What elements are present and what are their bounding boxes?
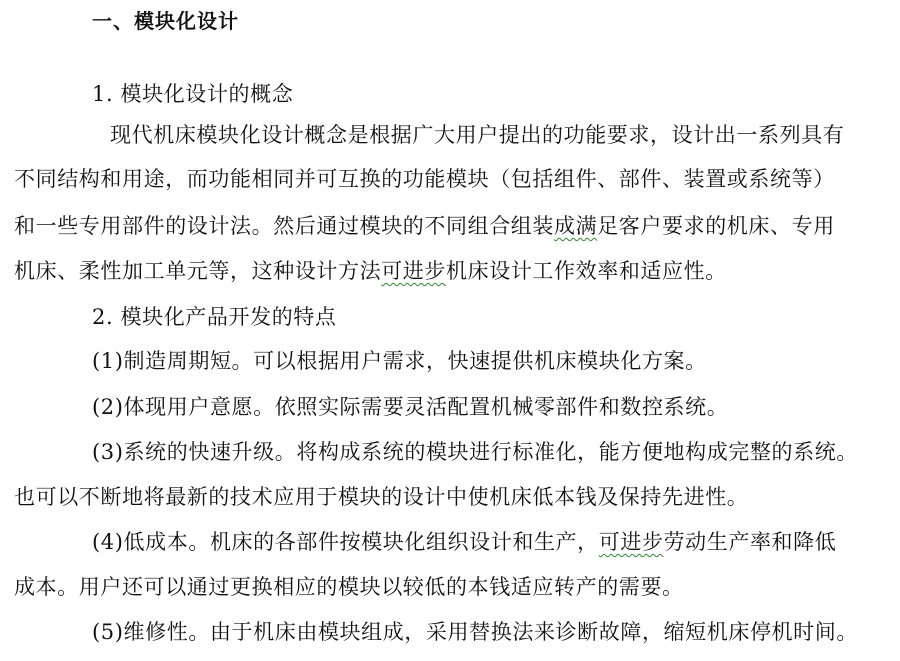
paragraph-line-4	[14, 256, 727, 286]
grammar-flagged-text: 可进步	[598, 530, 664, 554]
paragraph-line-2: 不同结构和用途，而功能相同并可互换的功能模块（包括组件、部件、装置或系统等）	[14, 167, 835, 191]
feature-item-5: (5)维修性。由于机床由模块组成，采用替换法来诊断故障，缩短机床停机时间。	[92, 620, 858, 644]
feature-item-3-line-2: 也可以不断地将最新的技术应用于模块的设计中使机床低本钱及保持先进性。	[14, 485, 749, 509]
paragraph-text: 和一些专用部件的设计法。然后通过模块的不同组合组装	[14, 214, 554, 238]
paragraph-text: 机床、柔性加工单元等，这种设计方法	[14, 259, 382, 283]
paragraph-text: 机床设计工作效率和适应性。	[446, 259, 727, 283]
grammar-flagged-text: 可进步	[381, 259, 447, 283]
feature-item-4-line-2: 成本。用户还可以通过更换相应的模块以较低的本钱适应转产的需要。	[14, 575, 684, 599]
grammar-flagged-text: 成满	[554, 214, 598, 238]
paragraph-text: 劳动生产率和降低	[663, 530, 837, 554]
paragraph-text: (4)低成本。机床的各部件按模块化组织设计和生产，	[92, 530, 599, 554]
feature-item-1: (1)制造周期短。可以根据用户需求，快速提供机床模块化方案。	[92, 349, 707, 373]
paragraph-line-3	[14, 211, 835, 241]
paragraph-text: 足客户要求的机床、专用	[597, 214, 835, 238]
section-heading: 一、模块化设计	[92, 9, 239, 33]
feature-item-2: (2)体现用户意愿。依照实际需要灵活配置机械零部件和数控系统。	[92, 395, 729, 419]
subsection-title-concept: 1. 模块化设计的概念	[92, 82, 294, 106]
paragraph-line-1: 现代机床模块化设计概念是根据广大用户提出的功能要求，设计出一系列具有	[110, 123, 845, 147]
subsection-title-features: 2. 模块化产品开发的特点	[92, 305, 337, 329]
feature-item-4-line-1	[92, 527, 836, 557]
feature-item-3-line-1: (3)系统的快速升级。将构成系统的模块进行标准化，能方便地构成完整的系统。	[92, 440, 858, 464]
